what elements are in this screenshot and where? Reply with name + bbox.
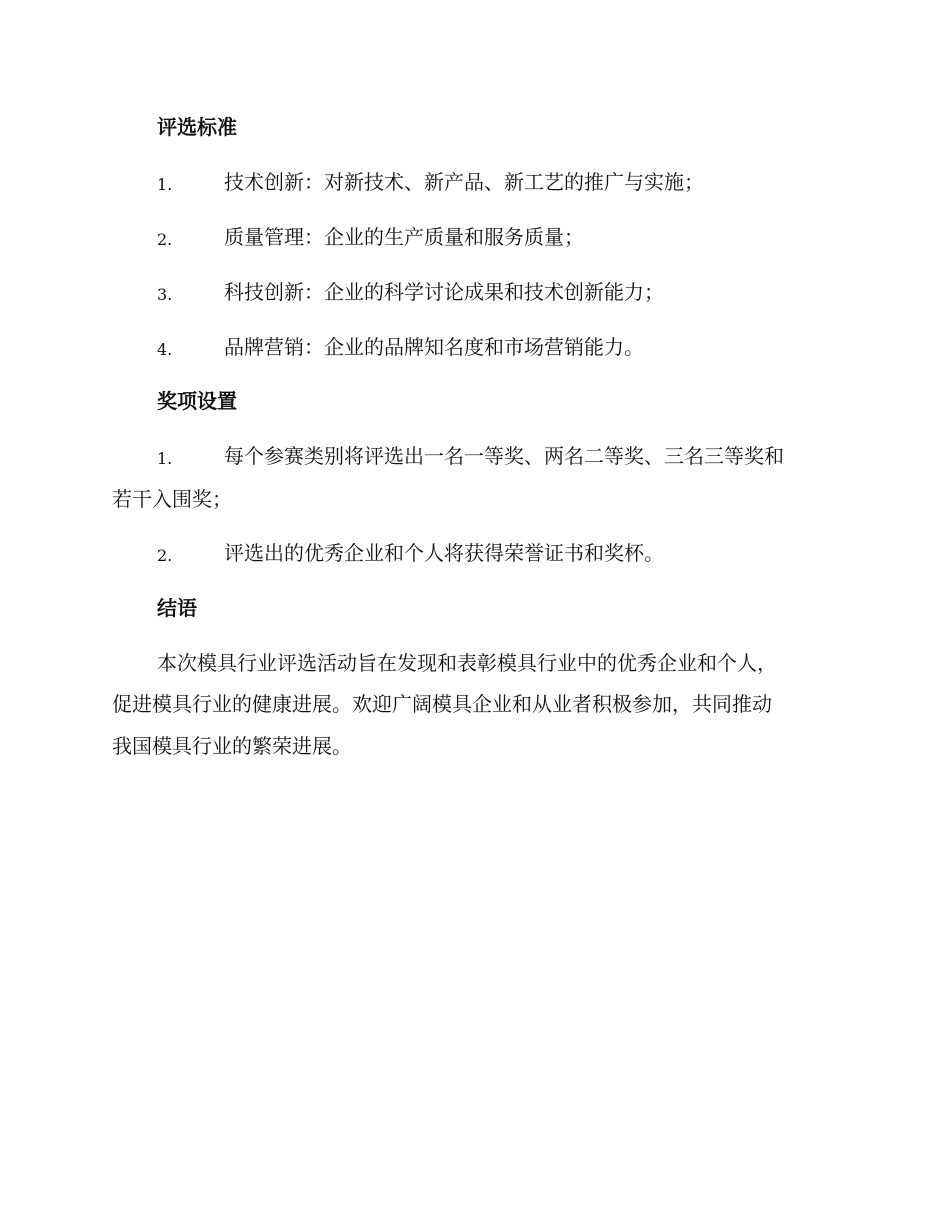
list-item-text: 科技创新：企业的科学讨论成果和技术创新能力； — [224, 280, 664, 304]
list-item-number: 2. — [157, 230, 173, 249]
list-item-number: 2. — [157, 546, 173, 565]
paragraph-line: 我国模具行业的繁荣进展。 — [112, 734, 352, 758]
section-heading-conclusion: 结语 — [157, 596, 197, 620]
list-item-text: 质量管理：企业的生产质量和服务质量； — [224, 225, 584, 249]
list-item-continuation: 若干入围奖； — [112, 487, 232, 511]
section-heading-awards: 奖项设置 — [157, 389, 237, 413]
list-item-number: 1. — [157, 175, 173, 194]
paragraph-line: 本次模具行业评选活动旨在发现和表彰模具行业中的优秀企业和个人， — [157, 651, 777, 675]
paragraph-line: 促进模具行业的健康进展。欢迎广阔模具企业和从业者积极参加，共同推动 — [112, 692, 772, 716]
list-item-number: 3. — [157, 285, 173, 304]
list-item-text: 每个参赛类别将评选出一名一等奖、两名二等奖、三名三等奖和 — [224, 444, 784, 468]
section-heading-criteria: 评选标准 — [157, 115, 237, 139]
list-item-text: 评选出的优秀企业和个人将获得荣誉证书和奖杯。 — [224, 541, 664, 565]
list-item-text: 技术创新：对新技术、新产品、新工艺的推广与实施； — [224, 170, 704, 194]
list-item-number: 4. — [157, 340, 173, 359]
list-item-number: 1. — [157, 449, 173, 468]
list-item-text: 品牌营销：企业的品牌知名度和市场营销能力。 — [224, 335, 644, 359]
